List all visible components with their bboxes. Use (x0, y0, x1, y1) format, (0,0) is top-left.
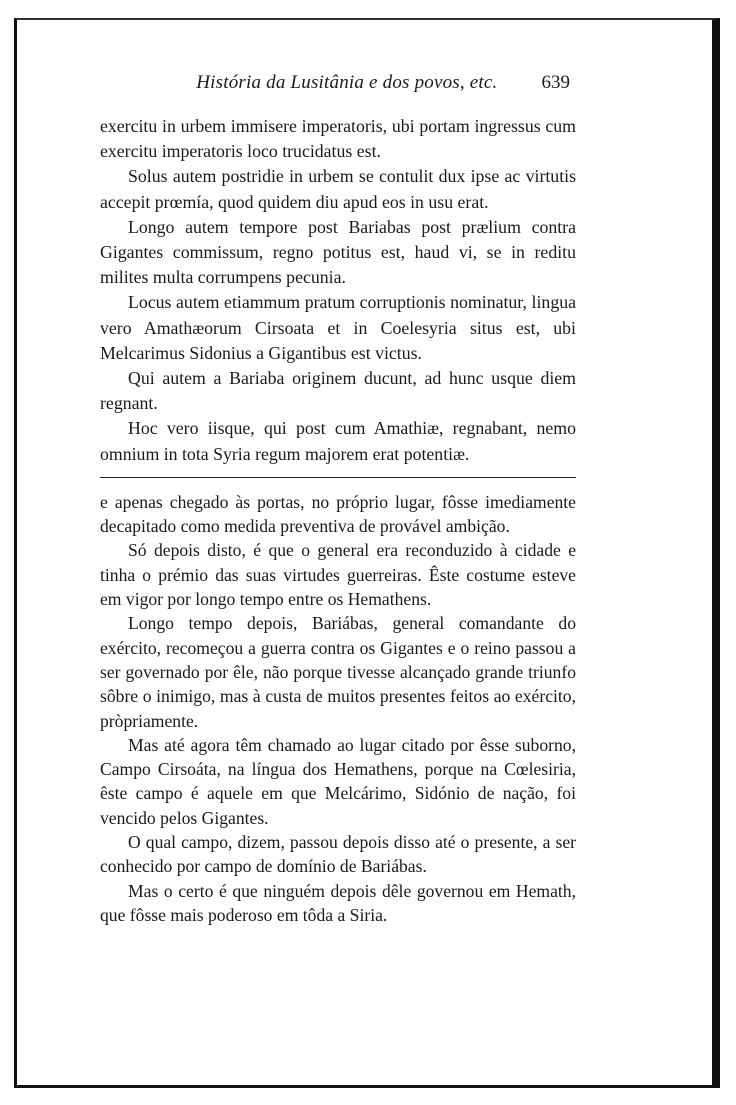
page-number: 639 (541, 72, 570, 93)
portuguese-paragraph: Mas o certo é que ninguém depois dêle governou em Hemath, que fôsse mais poderoso em tôda a Siria. (100, 880, 576, 925)
book-page (100, 72, 576, 927)
latin-paragraph: Hoc vero iisque, qui post cum Amathiæ, regnabant, nemo omnium in tota Syria regum majorem erat potentiæ. (100, 418, 576, 464)
running-head (100, 72, 576, 106)
latin-text-block (100, 114, 576, 467)
latin-paragraph: exercitu in urbem immisere imperatoris, ubi portam ingressus cum exercitu imperatoris loco trucidatus est. (100, 116, 576, 162)
portuguese-paragraph: Mas até agora têm chamado ao lugar citado por êsse suborno, Campo Cirsoáta, na língua dos Hemathens, porque na Cœlesiria, êste campo é aquele em que Melcárimo, Sidónio de nação, foi vencido pelos Gigantes. (100, 734, 576, 828)
portuguese-paragraph: e apenas chegado às portas, no próprio lugar, fôsse imediamente decapitado como medida preventiva de provável ambição. (100, 491, 576, 537)
section-divider (100, 477, 576, 478)
running-title: História da Lusitânia e dos povos, etc. (196, 72, 498, 93)
portuguese-paragraph: Só depois disto, é que o general era reconduzido à cidade e tinha o prémio das suas virtudes guerreiras. Êste costume esteve em vigor por longo tempo entre os Hemathens. (100, 540, 576, 610)
latin-paragraph: Qui autem a Bariaba originem ducunt, ad hunc usque diem regnant. (100, 368, 576, 414)
latin-paragraph: Locus autem etiammum pratum corruptionis nominatur, lingua vero Amathæorum Cirsoata et in Coelesyria situs est, ubi Melcarimus Sidonius a Gigantibus est victus. (100, 292, 576, 363)
latin-paragraph: Longo autem tempore post Bariabas post prælium contra Gigantes commissum, regno potitus est, haud vi, se in reditu milites multa corrumpens pecunia. (100, 216, 576, 288)
latin-paragraph: Solus autem postridie in urbem se contulit dux ipse ac virtutis accepit prœmía, quod quidem diu apud eos in usu erat. (100, 166, 576, 212)
portuguese-text-block (100, 490, 576, 927)
portuguese-paragraph: O qual campo, dizem, passou depois disso até o presente, a ser conhecido por campo de domínio de Bariábas. (100, 832, 576, 877)
portuguese-paragraph: Longo tempo depois, Bariábas, general comandante do exército, recomeçou a guerra contra os Gigantes e o reino passou a ser governado por êle, não porque tivesse alcançado grande triunfo sôbre o inimigo, mas à custa de muitos presentes feitos ao exército, pròpriamente. (100, 613, 576, 731)
